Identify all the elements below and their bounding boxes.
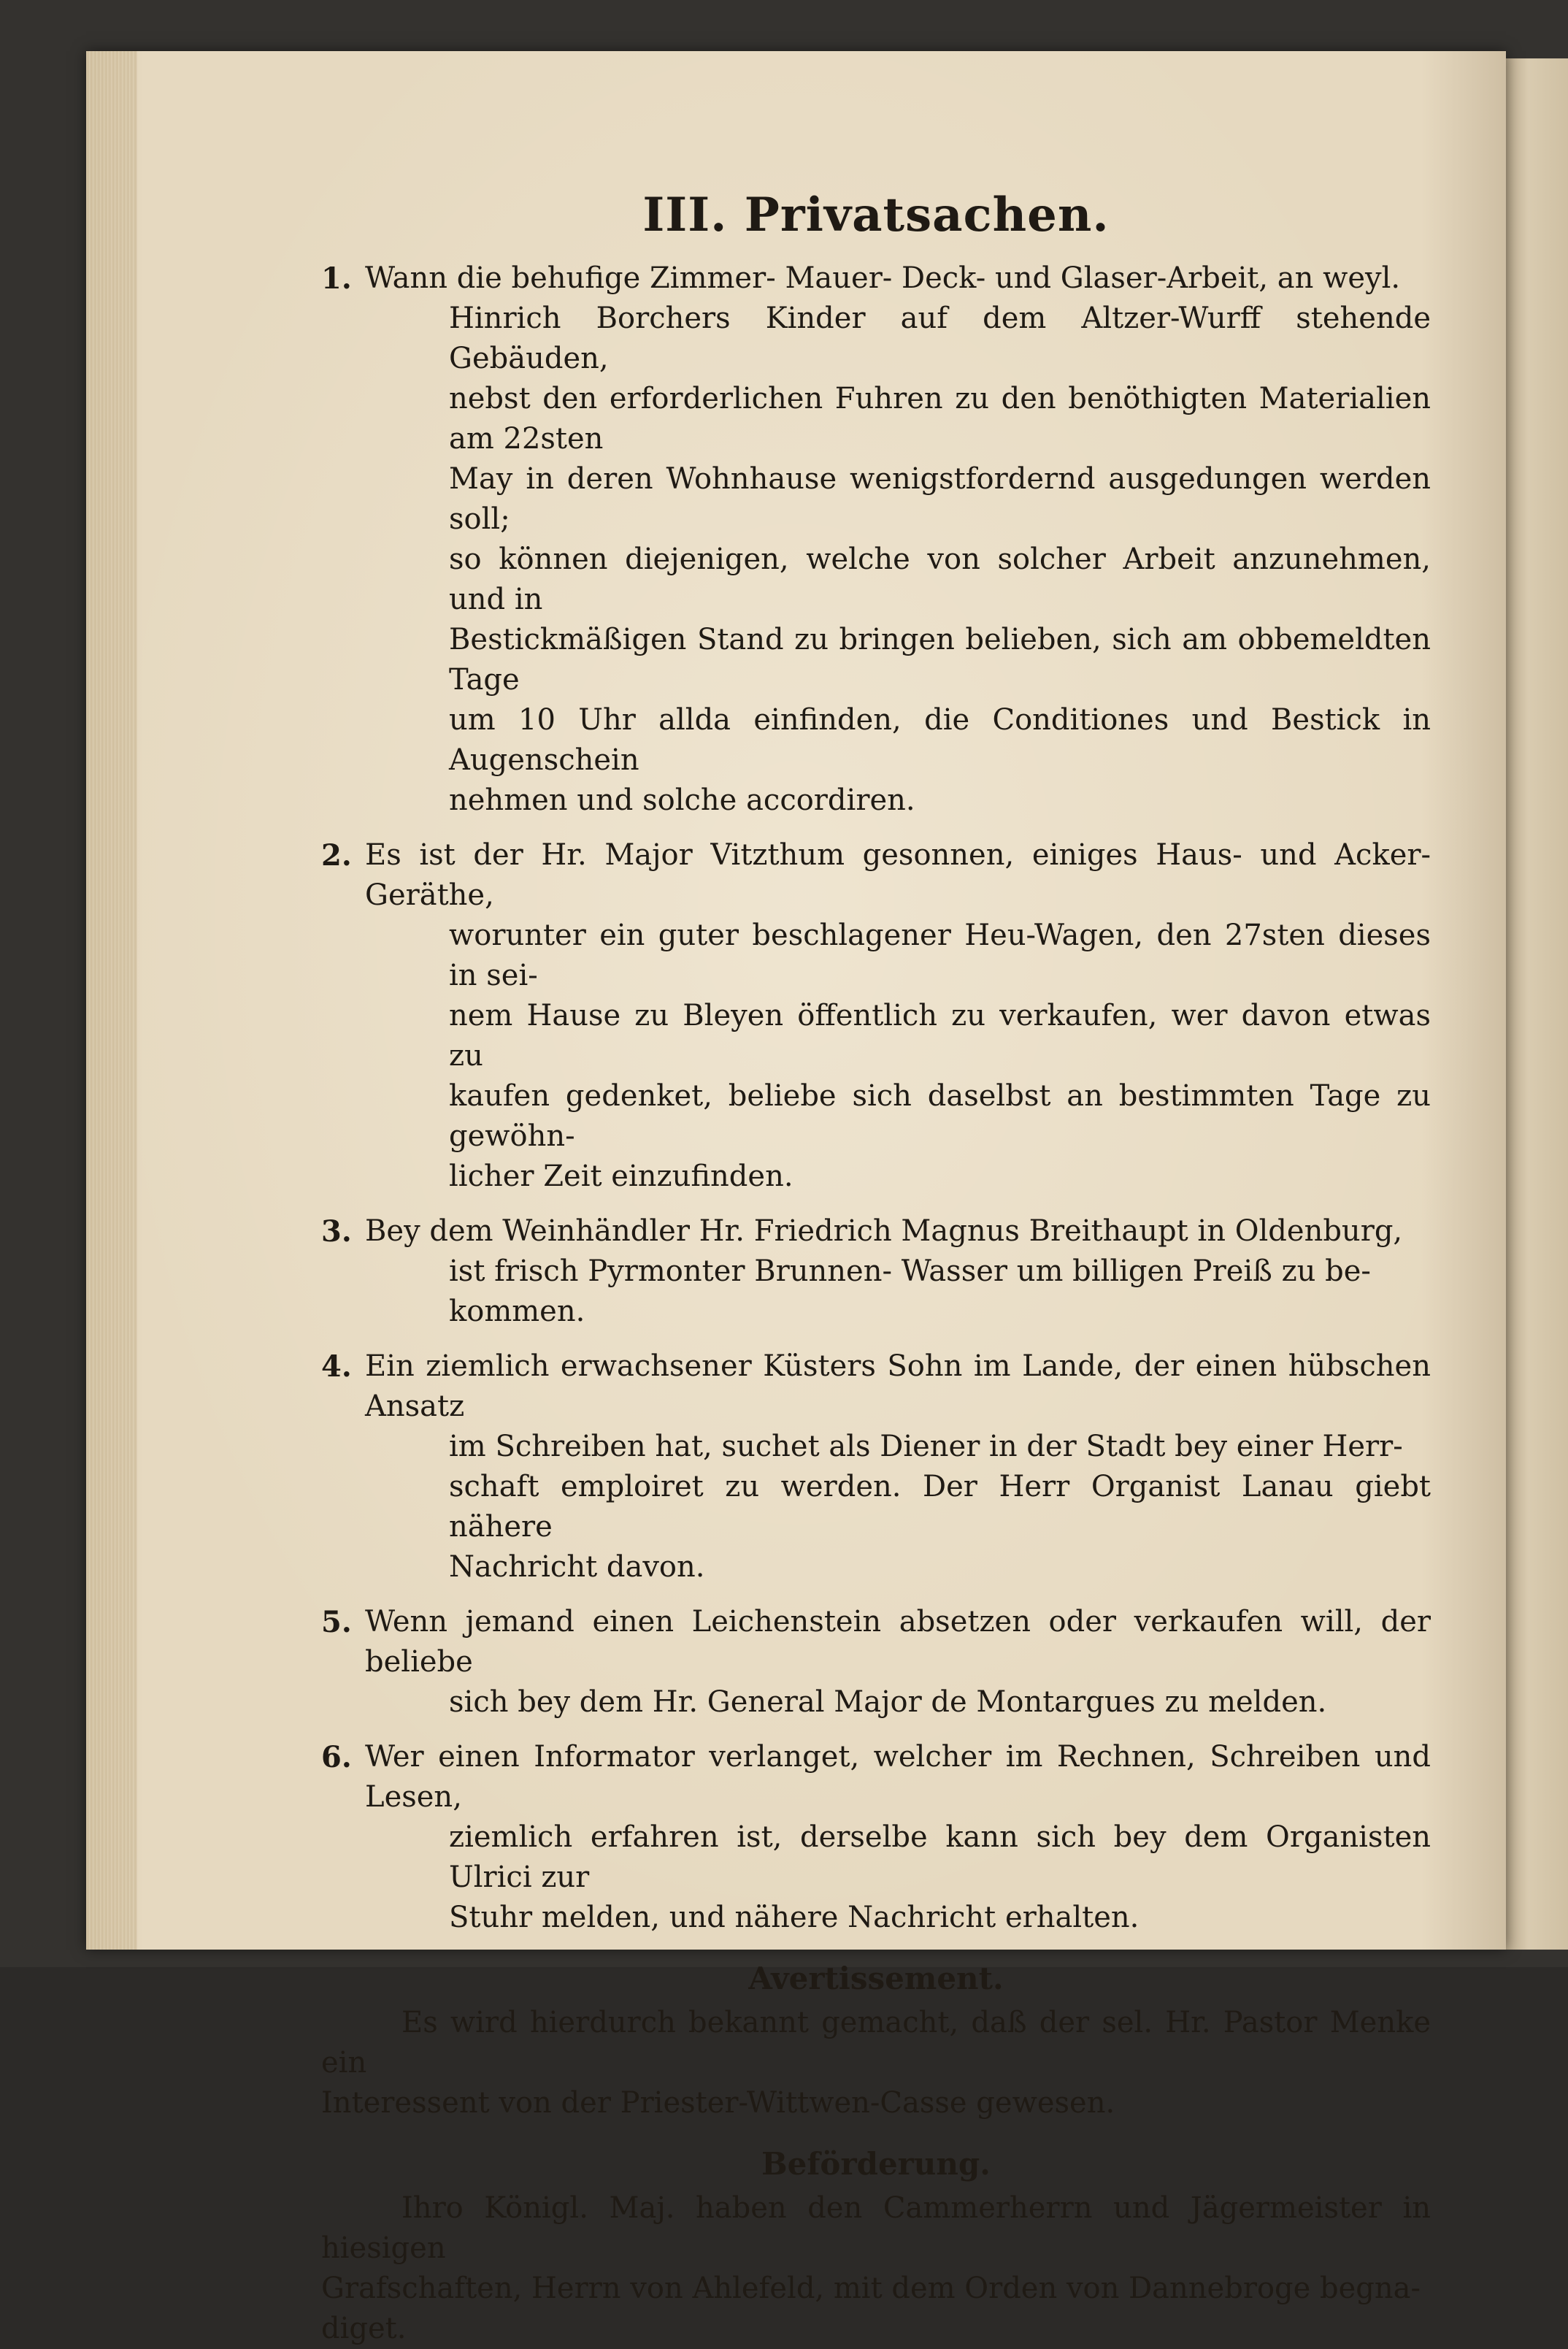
entry-number: 1.	[321, 261, 352, 296]
entry-number: 4.	[321, 1349, 352, 1384]
entry-line: Hinrich Borchers Kinder auf dem Altzer-Wurff stehende Gebäuden,	[449, 302, 1431, 375]
entry-line: Wenn jemand einen Leichenstein absetzen oder verkaufen will, der beliebe	[365, 1605, 1431, 1679]
entry-line: Wann die behufige Zimmer- Mauer- Deck- und Glaser-Arbeit, an weyl.	[365, 261, 1401, 295]
entry-line: Wer einen Informator verlanget, welcher im Rechnen, Schreiben und Lesen,	[365, 1740, 1431, 1814]
entry-number: 5.	[321, 1605, 352, 1639]
entry-line: Bestickmäßigen Stand zu bringen belieben, sich am obbemeldten Tage	[449, 623, 1431, 697]
section-title: III. Privatsachen.	[642, 188, 1110, 242]
entry-line: worunter ein guter beschlagener Heu-Wagen, den 27sten dieses in sei-	[449, 919, 1431, 992]
entry-line: kaufen gedenket, beliebe sich daselbst an bestimmten Tage zu gewöhn-	[449, 1079, 1431, 1153]
entry-6	[321, 1737, 1431, 1938]
entry-3	[321, 1211, 1431, 1332]
entry-line: schaft emploiret zu werden. Der Herr Organist Lanau giebt nähere	[449, 1470, 1431, 1544]
entry-2	[321, 835, 1431, 1197]
paragraph-line: Es wird hierdurch bekannt gemacht, daß der sel. Hr. Pastor Menke ein	[321, 2006, 1431, 2080]
entry-5	[321, 1602, 1431, 1723]
entry-4	[321, 1346, 1431, 1587]
avertissement-heading: Avertissement.	[748, 1961, 1004, 1996]
entry-number: 3.	[321, 1214, 352, 1249]
entry-line: Bey dem Weinhändler Hr. Friedrich Magnus Breithaupt in Oldenburg,	[365, 1214, 1403, 1248]
entry-line: ziemlich erfahren ist, derselbe kann sich bey dem Organisten Ulrici zur	[449, 1820, 1431, 1894]
entry-line: Stuhr melden, und nähere Nachricht erhalten.	[449, 1901, 1140, 1934]
entry-line: licher Zeit einzufinden.	[449, 1160, 793, 1193]
entry-line: Es ist der Hr. Major Vitzthum gesonnen, einiges Haus- und Acker-Geräthe,	[365, 838, 1431, 912]
entry-line: May in deren Wohnhause wenigstfordernd ausgedungen werden soll;	[449, 462, 1431, 536]
entry-line: so können diejenigen, welche von solcher Arbeit anzunehmen, und in	[449, 543, 1431, 616]
paragraph-line: diget.	[321, 2312, 407, 2345]
entry-line: im Schreiben hat, suchet als Diener in der Stadt bey einer Herr-	[449, 1430, 1403, 1463]
entry-line: um 10 Uhr allda einfinden, die Conditiones und Bestick in Augenschein	[449, 703, 1431, 777]
befoerderung-heading: Beförderung.	[761, 2146, 991, 2182]
entry-line: nebst den erforderlichen Fuhren zu den benöthigten Materialien am 22sten	[449, 382, 1431, 456]
entry-1	[321, 258, 1431, 821]
avertissement-text	[321, 2003, 1431, 2123]
entry-line: sich bey dem Hr. General Major de Montargues zu melden.	[449, 1685, 1327, 1719]
entry-number: 2.	[321, 838, 352, 873]
entry-line: Ein ziemlich erwachsener Küsters Sohn im Lande, der einen hübschen Ansatz	[365, 1349, 1431, 1423]
entry-number: 6.	[321, 1740, 352, 1774]
paragraph-line: Ihro Königl. Maj. haben den Cammerherrn und Jägermeister in hiesigen	[321, 2191, 1431, 2265]
paragraph-line: Grafschaften, Herrn von Ahlefeld, mit dem Orden von Dannebroge begna-	[321, 2272, 1421, 2305]
paragraph-line: Interessent von der Priester-Wittwen-Casse gewesen.	[321, 2086, 1115, 2120]
facing-page-edge	[1502, 58, 1568, 1950]
befoerderung-text	[321, 2188, 1431, 2349]
entry-line: nehmen und solche accordiren.	[449, 783, 915, 817]
entry-line: nem Hause zu Bleyen öffentlich zu verkaufen, wer davon etwas zu	[449, 999, 1431, 1073]
entries-list	[321, 258, 1431, 1938]
page-text	[321, 183, 1431, 2349]
entry-line: Nachricht davon.	[449, 1550, 705, 1584]
page-stack-edge	[86, 51, 137, 1950]
entry-line: kommen.	[449, 1295, 585, 1328]
entry-line: ist frisch Pyrmonter Brunnen- Wasser um billigen Preiß zu be-	[449, 1254, 1371, 1288]
